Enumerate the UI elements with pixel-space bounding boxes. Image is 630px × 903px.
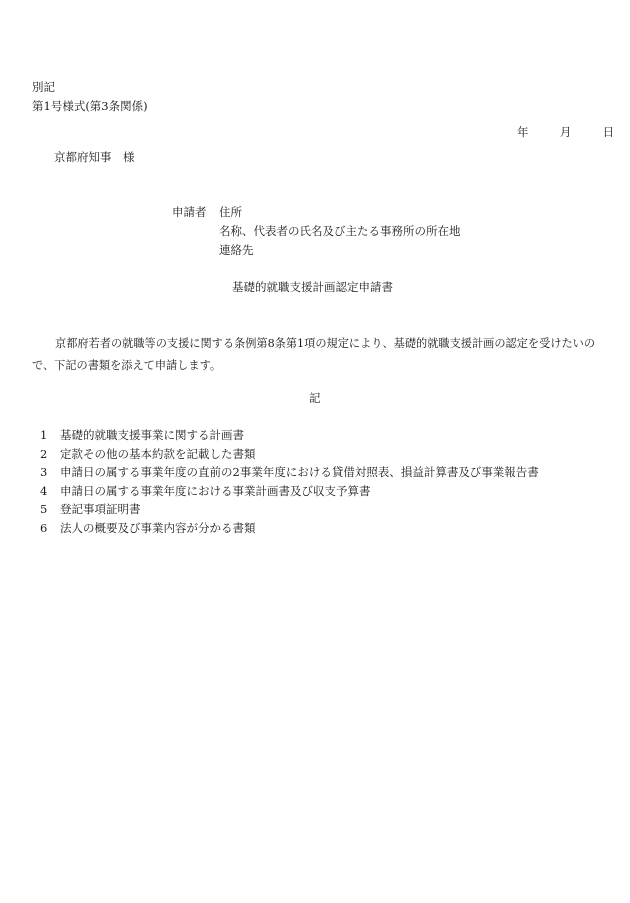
applicant-address: 住所 <box>219 205 242 219</box>
list-item: 1 基礎的就職支援事業に関する計画書 <box>40 428 244 442</box>
applicant-name: 名称、代表者の氏名及び主たる事務所の所在地 <box>219 224 461 238</box>
addressee: 京都府知事 様 <box>54 150 135 164</box>
applicant-contact: 連絡先 <box>219 243 254 257</box>
list-item: 3 申請日の属する事業年度の直前の2事業年度における貸借対照表、損益計算書及び事業報告書 <box>40 465 539 479</box>
list-item: 2 定款その他の基本約款を記載した書類 <box>40 447 256 461</box>
document-title: 基礎的就職支援計画認定申請書 <box>232 280 393 294</box>
date-day: 日 <box>602 125 615 139</box>
body-paragraph: 京都府若者の就職等の支援に関する条例第8条第1項の規定により、基礎的就職支援計画の認定を受けたいので、下記の書類を添えて申請します。 <box>32 337 596 372</box>
date-line <box>517 127 614 139</box>
list-item: 6 法人の概要及び事業内容が分かる書類 <box>40 521 256 535</box>
date-month: 月 <box>559 125 572 139</box>
list-item: 5 登記事項証明書 <box>40 502 141 516</box>
date-year: 年 <box>517 125 529 139</box>
note-heading: 記 <box>309 391 321 405</box>
list-item: 4 申請日の属する事業年度における事業計画書及び収支予算書 <box>40 484 371 498</box>
form-number: 第1号様式(第3条関係) <box>32 99 148 113</box>
applicant-label: 申請者 <box>172 205 207 219</box>
annex-label: 別記 <box>32 80 55 94</box>
